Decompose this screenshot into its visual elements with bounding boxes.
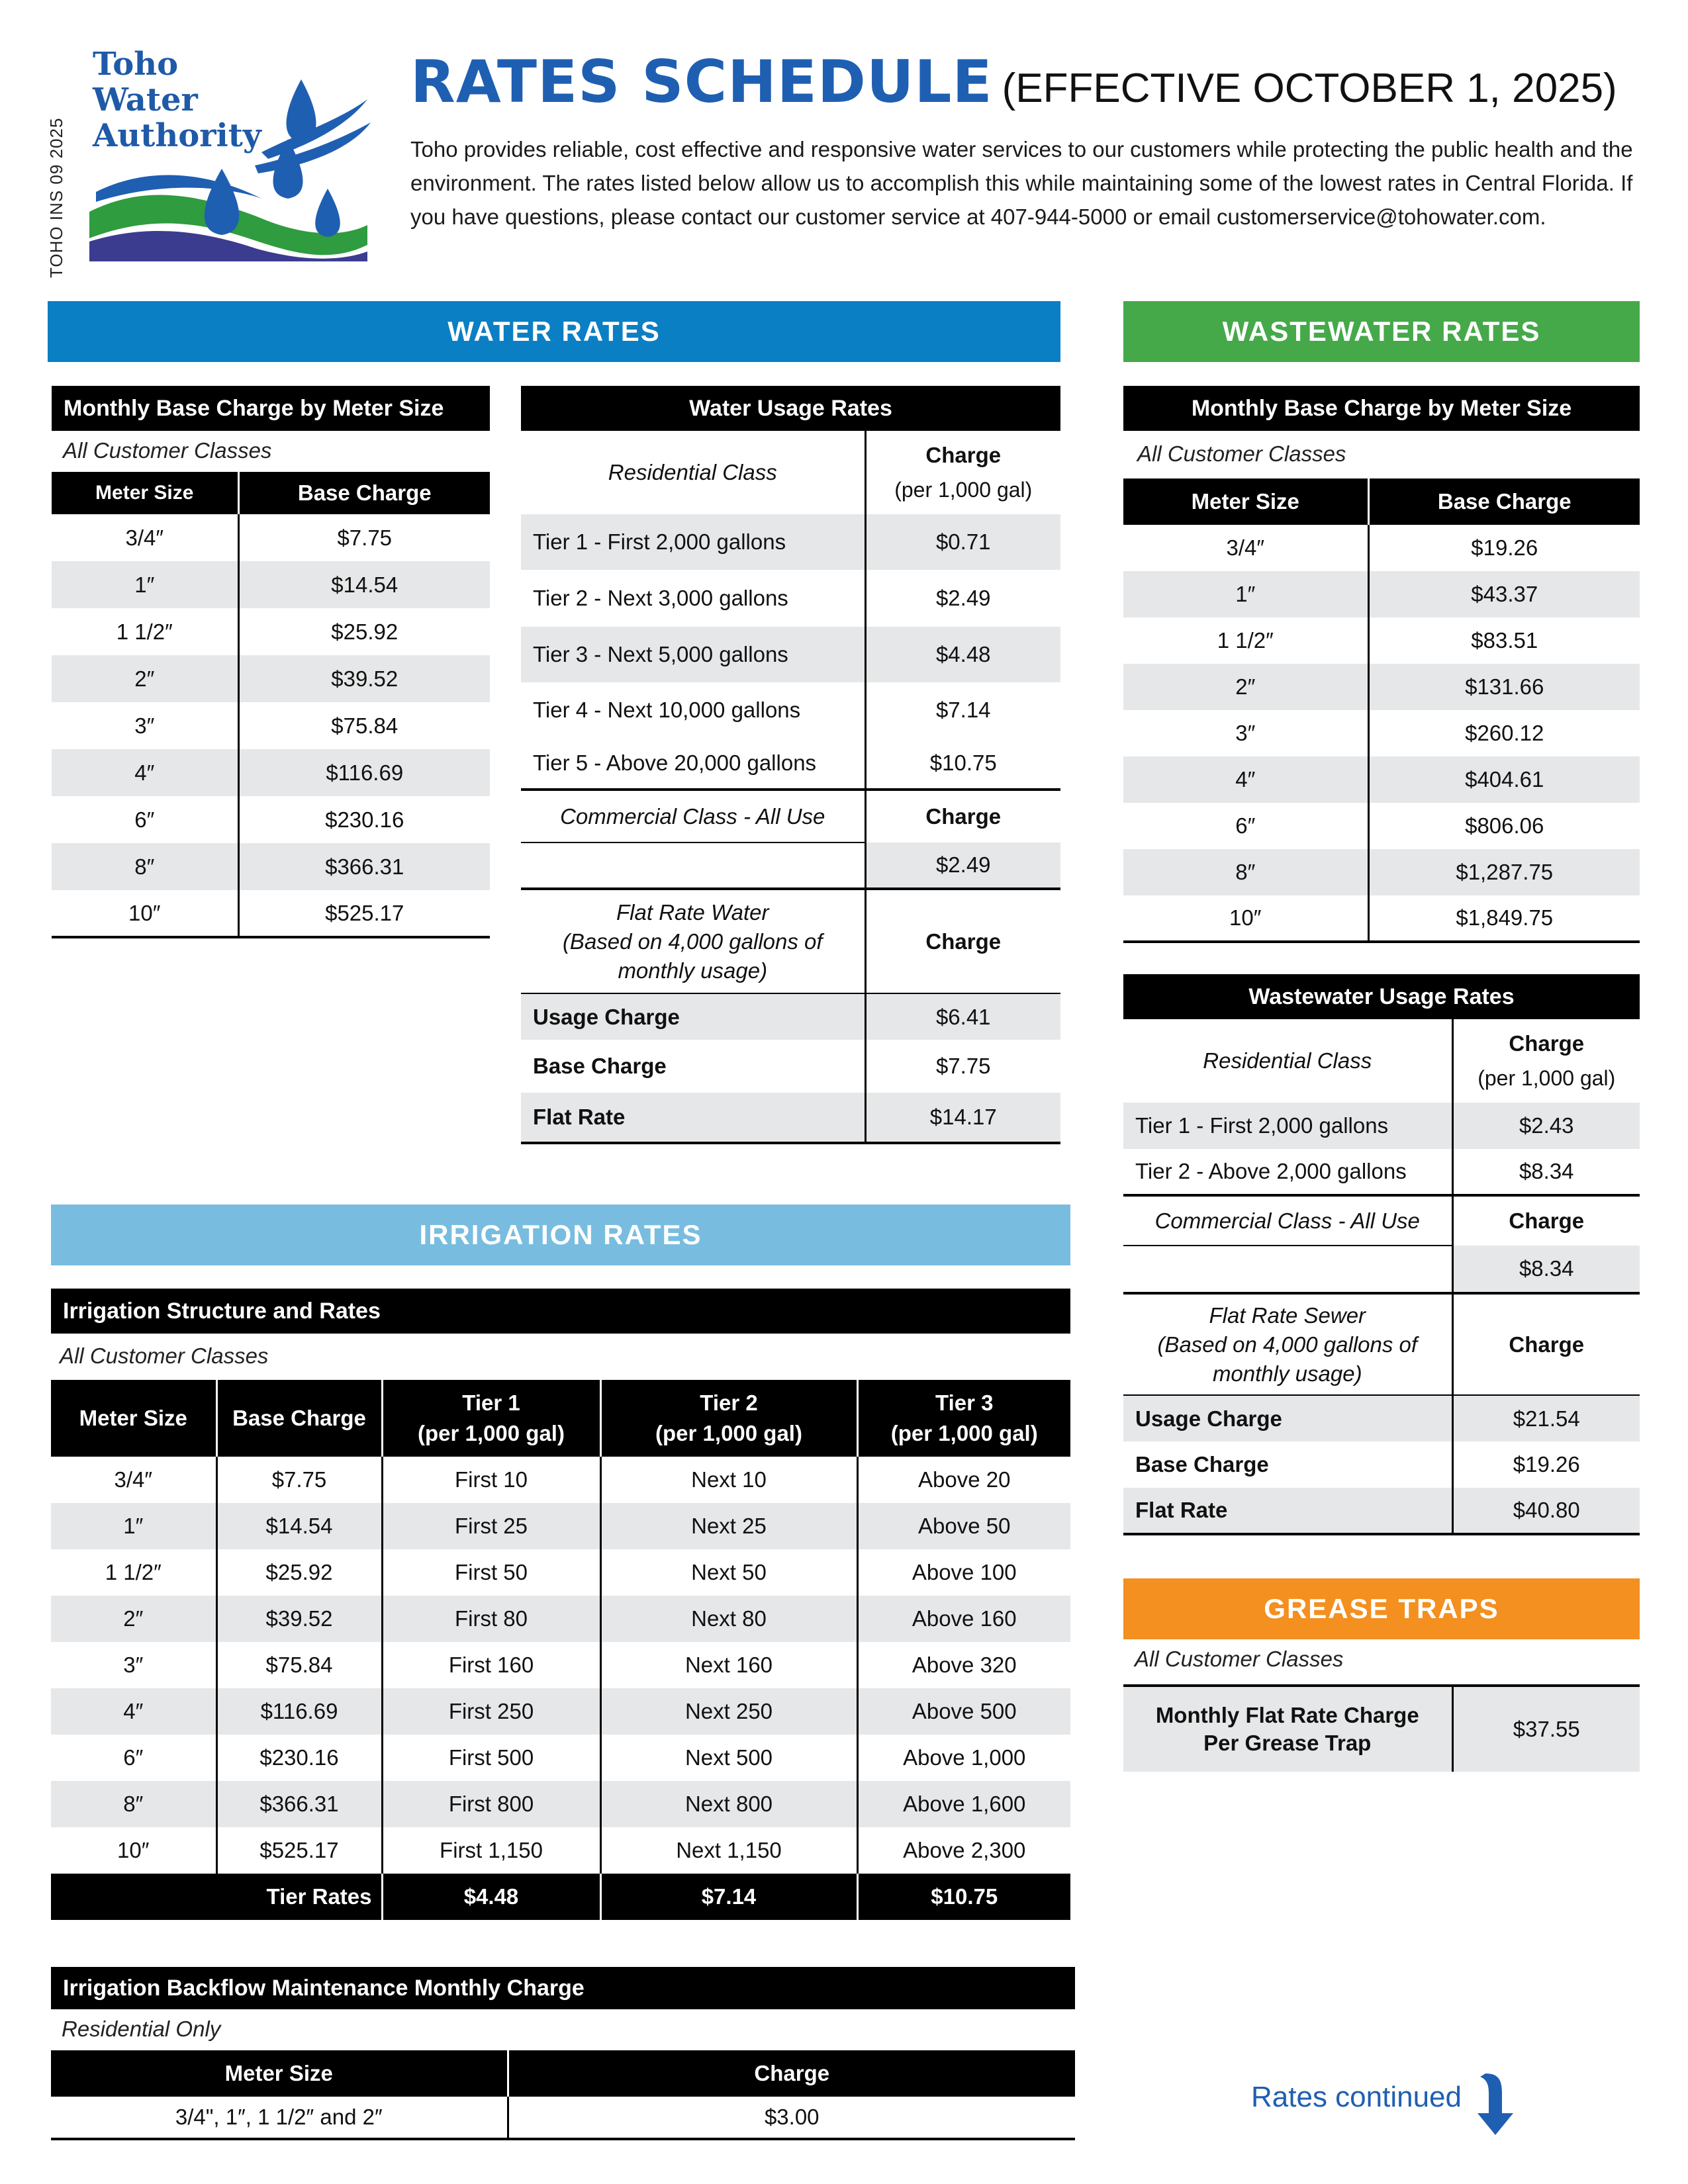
table-row — [521, 570, 1060, 627]
tier-charge: $0.71 — [865, 514, 1060, 570]
table-row — [521, 1040, 1060, 1093]
tier1-cell: First 80 — [382, 1596, 600, 1642]
base-charge-cell: $83.51 — [1471, 628, 1538, 653]
tier2-cell: Next 160 — [600, 1642, 857, 1688]
meter-size-cell: 3/4″ — [52, 514, 238, 561]
base-charge-cell: $7.75 — [216, 1457, 382, 1503]
table-row — [52, 608, 490, 655]
charge-unit: (per 1,000 gal) — [1477, 1066, 1616, 1090]
meter-size-cell: 3/4″ — [1123, 525, 1368, 571]
flat-row-label: Base Charge — [1123, 1441, 1452, 1488]
tier1-cell: First 160 — [382, 1642, 600, 1688]
commercial-charge-label: Charge — [865, 790, 1060, 842]
col-tier-1 — [382, 1380, 600, 1457]
flat-rate-water-label — [521, 889, 865, 993]
commercial-empty-cell — [521, 842, 865, 889]
wastewater-base-charge-title: Monthly Base Charge by Meter Size — [1123, 386, 1640, 431]
water-usage-title: Water Usage Rates — [521, 386, 1060, 431]
base-charge-cell: $230.16 — [216, 1735, 382, 1781]
tier-charge: $8.34 — [1519, 1159, 1574, 1183]
irrigation-table — [51, 1380, 1070, 1920]
meter-size-cell: 8″ — [52, 843, 238, 890]
col-charge: Charge — [508, 2050, 1075, 2097]
flat-label-line: Flat Rate Sewer — [1209, 1302, 1366, 1328]
table-row — [521, 842, 1060, 889]
rates-continued-label: Rates continued — [1251, 2081, 1462, 2113]
title-main: RATES SCHEDULE — [410, 48, 993, 116]
tier3-cell: Above 20 — [918, 1467, 1011, 1492]
tier3-cell: Above 1,600 — [857, 1781, 1070, 1827]
wastewater-usage-title: Wastewater Usage Rates — [1123, 974, 1640, 1019]
table-row — [521, 682, 1060, 738]
logo-line-authority: Authority — [93, 117, 261, 154]
table-row — [51, 1781, 1070, 1827]
meter-size-cell: 6″ — [51, 1735, 216, 1781]
meter-size-cell: 3/4″ — [51, 1457, 216, 1503]
col-base-charge: Base Charge — [1368, 478, 1640, 525]
base-charge-cell: $131.66 — [1368, 664, 1640, 710]
grease-charge-label — [1123, 1686, 1452, 1772]
base-charge-cell: $260.12 — [1465, 721, 1544, 745]
tier-label: Tier 3 - Next 5,000 gallons — [521, 627, 865, 682]
base-charge-cell: $366.31 — [216, 1781, 382, 1827]
table-row — [1123, 571, 1640, 617]
col-base-charge: Base Charge — [216, 1380, 382, 1457]
base-charge-cell: $43.37 — [1368, 571, 1640, 617]
col-meter-size: Meter Size — [1123, 478, 1368, 525]
water-base-charge-title: Monthly Base Charge by Meter Size — [52, 386, 490, 431]
commercial-charge-label: Charge — [1509, 1208, 1585, 1233]
meter-size-cell: 1 1/2″ — [1123, 617, 1368, 664]
irrigation-structure-title: Irrigation Structure and Rates — [51, 1289, 1070, 1334]
meter-size-cell: 2″ — [51, 1596, 216, 1642]
table-row — [51, 2097, 1075, 2139]
meter-size-cell: 1″ — [52, 561, 238, 608]
tier3-cell: Above 50 — [857, 1503, 1070, 1549]
tier-unit: (per 1,000 gal) — [418, 1421, 565, 1445]
table-row — [51, 1827, 1070, 1874]
residential-class-label: Residential Class — [521, 431, 865, 514]
wastewater-usage-table — [1123, 1019, 1640, 1535]
tier2-cell: Next 250 — [600, 1688, 857, 1735]
table-row — [51, 1735, 1070, 1781]
table-row — [52, 890, 490, 937]
meter-size-cell: 6″ — [52, 796, 238, 843]
residential-class-label: Residential Class — [1123, 1019, 1452, 1103]
base-charge-cell: $25.92 — [331, 619, 399, 644]
base-charge-cell: $75.84 — [331, 713, 399, 738]
base-charge-cell: $1,287.75 — [1368, 849, 1640, 895]
table-row — [1123, 895, 1640, 942]
table-row — [1123, 664, 1640, 710]
intro-paragraph: Toho provides reliable, cost effective and responsive water services to our customers while protecting the public health and the environment. The rates listed below allow us to accomplish this while maintaining some of the lowest rates in Central Florida. If you have questions, please contact our customer service at 407-944-5000 or email customerservice@tohowater.com. — [410, 137, 1633, 229]
charge-header — [865, 431, 1060, 514]
charge-header — [1452, 1019, 1640, 1103]
table-row — [52, 702, 490, 749]
tier1-cell: First 1,150 — [382, 1827, 600, 1874]
flat-row-value: $14.17 — [865, 1093, 1060, 1143]
flat-row-label: Flat Rate — [521, 1093, 865, 1143]
table-row — [1123, 525, 1640, 571]
tier1-cell: First 250 — [382, 1688, 600, 1735]
tier3-cell: Above 160 — [857, 1596, 1070, 1642]
meter-size-cell: 3″ — [1123, 710, 1368, 756]
tier-charge: $2.49 — [935, 586, 991, 610]
table-row — [1123, 1149, 1640, 1195]
base-charge-cell: $525.17 — [325, 900, 404, 925]
grease-label-line: Monthly Flat Rate Charge — [1155, 1703, 1419, 1727]
commercial-charge-value: $8.34 — [1452, 1246, 1640, 1293]
table-row — [51, 1457, 1070, 1503]
tier2-cell: Next 80 — [600, 1596, 857, 1642]
tier-charge: $2.43 — [1452, 1103, 1640, 1149]
flat-label-line: monthly usage) — [1212, 1361, 1362, 1386]
tier3-cell: Above 100 — [912, 1560, 1017, 1584]
flat-row-label: Usage Charge — [521, 993, 865, 1040]
tier2-cell: Next 1,150 — [600, 1827, 857, 1874]
col-tier-3 — [857, 1380, 1070, 1457]
tier1-cell: First 10 — [382, 1457, 600, 1503]
charge-label: Charge — [925, 443, 1002, 467]
col-meter-size: Meter Size — [52, 472, 238, 514]
table-row — [521, 1093, 1060, 1143]
base-charge-cell: $806.06 — [1465, 813, 1544, 838]
logo-line-toho: Toho — [93, 46, 179, 83]
meter-size-cell: 10″ — [1123, 895, 1368, 942]
water-usage-table — [521, 431, 1060, 1144]
base-charge-cell: $7.75 — [337, 525, 393, 550]
base-charge-cell: $14.54 — [238, 561, 490, 608]
wastewater-base-charge-table — [1123, 478, 1640, 943]
table-row — [51, 1642, 1070, 1688]
meter-size-cell: 3″ — [51, 1642, 216, 1688]
tier2-rate: $7.14 — [600, 1874, 857, 1920]
tier2-cell: Next 10 — [600, 1457, 857, 1503]
tier2-cell: Next 500 — [600, 1735, 857, 1781]
base-charge-cell: $75.84 — [216, 1642, 382, 1688]
tier-label: Tier 2 - Next 3,000 gallons — [521, 570, 865, 627]
meter-size-cell: 8″ — [1123, 849, 1368, 895]
table-row — [51, 1688, 1070, 1735]
flat-label-line: Flat Rate Water — [616, 899, 769, 925]
table-row — [52, 514, 490, 561]
wastewater-rates-banner: WASTEWATER RATES — [1123, 301, 1640, 362]
table-row — [1123, 1395, 1640, 1441]
col-meter-size: Meter Size — [51, 1380, 216, 1457]
grease-caption: All Customer Classes — [1135, 1647, 1344, 1671]
flat-charge-label: Charge — [925, 929, 1002, 954]
water-base-charge-table — [52, 472, 490, 938]
col-base-charge: Base Charge — [238, 472, 490, 514]
commercial-empty-cell — [1123, 1246, 1452, 1293]
base-charge-cell: $39.52 — [216, 1596, 382, 1642]
base-charge-cell: $525.17 — [216, 1827, 382, 1874]
grease-trap-table — [1123, 1684, 1640, 1772]
table-row — [521, 627, 1060, 682]
table-row — [1123, 1441, 1640, 1488]
backflow-meter-sizes: 3/4", 1″, 1 1/2″ and 2″ — [51, 2097, 508, 2139]
base-charge-cell: $25.92 — [216, 1549, 382, 1596]
tier3-cell: Above 320 — [912, 1653, 1017, 1677]
water-base-caption: All Customer Classes — [63, 438, 272, 463]
grease-charge-value: $37.55 — [1452, 1686, 1640, 1772]
table-row — [52, 561, 490, 608]
table-row — [521, 514, 1060, 570]
table-row — [1123, 710, 1640, 756]
title-effective-date: (EFFECTIVE OCTOBER 1, 2025) — [1002, 66, 1617, 111]
table-row — [1123, 617, 1640, 664]
logo-water-drops-icon — [89, 66, 381, 265]
meter-size-cell: 4″ — [52, 749, 238, 796]
irrigation-caption: All Customer Classes — [60, 1343, 269, 1368]
tier-label: Tier 1 - First 2,000 gallons — [1123, 1103, 1452, 1149]
base-charge-cell: $14.54 — [216, 1503, 382, 1549]
tier-charge: $7.14 — [935, 698, 991, 722]
flat-label-line: (Based on 4,000 gallons of — [1157, 1332, 1418, 1357]
meter-size-cell: 1″ — [51, 1503, 216, 1549]
tier3-cell: Above 500 — [857, 1688, 1070, 1735]
tier2-cell: Next 50 — [600, 1549, 857, 1596]
flat-label-line: monthly usage) — [618, 958, 768, 983]
tier-rates-row — [51, 1874, 1070, 1920]
base-charge-cell: $1,849.75 — [1456, 905, 1554, 930]
table-row — [51, 1549, 1070, 1596]
base-charge-cell: $230.16 — [325, 807, 404, 832]
meter-size-cell: 2″ — [1123, 664, 1368, 710]
flat-row-value: $40.80 — [1452, 1488, 1640, 1534]
table-row — [1123, 1103, 1640, 1149]
table-row — [1123, 803, 1640, 849]
table-row — [51, 1503, 1070, 1549]
tier3-rate: $10.75 — [857, 1874, 1070, 1920]
meter-size-cell: 1″ — [1123, 571, 1368, 617]
meter-size-cell: 1 1/2″ — [52, 608, 238, 655]
tier1-rate: $4.48 — [382, 1874, 600, 1920]
charge-unit: (per 1,000 gal) — [894, 478, 1033, 502]
tier-unit: (per 1,000 gal) — [655, 1421, 802, 1445]
base-charge-cell: $19.26 — [1471, 535, 1538, 560]
table-row — [52, 749, 490, 796]
table-row — [1123, 756, 1640, 803]
table-row — [52, 843, 490, 890]
flat-row-label: Base Charge — [521, 1040, 865, 1093]
meter-size-cell: 3″ — [52, 702, 238, 749]
arrow-down-icon — [1472, 2070, 1519, 2136]
page-title — [410, 48, 1617, 116]
tier-name: Tier 3 — [935, 1390, 994, 1415]
base-charge-cell: $404.61 — [1368, 756, 1640, 803]
flat-row-label: Flat Rate — [1123, 1488, 1452, 1534]
meter-size-cell: 10″ — [52, 890, 238, 937]
flat-row-value: $21.54 — [1452, 1395, 1640, 1441]
commercial-charge-value: $2.49 — [865, 842, 1060, 889]
backflow-title: Irrigation Backflow Maintenance Monthly Charge — [51, 1967, 1075, 2009]
flat-charge-label: Charge — [1509, 1332, 1585, 1357]
tier2-cell: Next 25 — [600, 1503, 857, 1549]
table-row — [51, 1596, 1070, 1642]
table-row — [1123, 849, 1640, 895]
col-tier-2 — [600, 1380, 857, 1457]
table-row — [1123, 1246, 1640, 1293]
tier-label: Tier 4 - Next 10,000 gallons — [521, 682, 865, 738]
charge-label: Charge — [1509, 1031, 1585, 1056]
tier-charge: $10.75 — [929, 751, 997, 775]
commercial-class-label: Commercial Class - All Use — [521, 790, 865, 842]
col-meter-size: Meter Size — [51, 2050, 508, 2097]
table-row — [52, 655, 490, 702]
tier3-cell: Above 2,300 — [903, 1838, 1026, 1862]
flat-label-line: (Based on 4,000 gallons of — [562, 929, 823, 954]
table-row — [52, 796, 490, 843]
table-row — [1123, 1488, 1640, 1534]
tier-label: Tier 2 - Above 2,000 gallons — [1123, 1149, 1452, 1195]
meter-size-cell: 10″ — [51, 1827, 216, 1874]
meter-size-cell: 1 1/2″ — [51, 1549, 216, 1596]
meter-size-cell: 8″ — [51, 1781, 216, 1827]
meter-size-cell: 4″ — [1123, 756, 1368, 803]
tier-unit: (per 1,000 gal) — [890, 1421, 1038, 1445]
tier-rates-label: Tier Rates — [51, 1874, 382, 1920]
tier3-cell: Above 1,000 — [903, 1745, 1026, 1770]
tier-label: Tier 1 - First 2,000 gallons — [521, 514, 865, 570]
grease-label-line: Per Grease Trap — [1203, 1731, 1372, 1755]
wastewater-base-caption: All Customer Classes — [1137, 441, 1346, 466]
backflow-charge: $3.00 — [764, 2105, 820, 2129]
logo-line-water: Water — [93, 81, 198, 118]
flat-row-value: $19.26 — [1513, 1452, 1580, 1477]
flat-row-value: $7.75 — [935, 1054, 991, 1078]
grease-traps-banner: GREASE TRAPS — [1123, 1578, 1640, 1639]
tier1-cell: First 25 — [382, 1503, 600, 1549]
tier-label: Tier 5 - Above 20,000 gallons — [521, 738, 865, 790]
base-charge-cell: $116.69 — [216, 1688, 382, 1735]
document-code: TOHO INS 09 2025 — [46, 117, 66, 278]
tier-name: Tier 1 — [462, 1390, 520, 1415]
irrigation-rates-banner: IRRIGATION RATES — [51, 1205, 1070, 1265]
backflow-caption: Residential Only — [62, 2017, 221, 2041]
table-row — [521, 993, 1060, 1040]
meter-size-cell: 6″ — [1123, 803, 1368, 849]
base-charge-cell: $39.52 — [238, 655, 490, 702]
meter-size-cell: 2″ — [52, 655, 238, 702]
table-row — [521, 738, 1060, 790]
flat-row-label: Usage Charge — [1123, 1395, 1452, 1441]
backflow-table — [51, 2050, 1075, 2140]
tier-charge: $4.48 — [865, 627, 1060, 682]
rates-continued-link[interactable] — [1251, 2070, 1519, 2136]
base-charge-cell: $116.69 — [238, 749, 490, 796]
tier2-cell: Next 800 — [600, 1781, 857, 1827]
tier1-cell: First 800 — [382, 1781, 600, 1827]
tier1-cell: First 50 — [382, 1549, 600, 1596]
commercial-class-label: Commercial Class - All Use — [1123, 1195, 1452, 1246]
tier1-cell: First 500 — [382, 1735, 600, 1781]
base-charge-cell: $366.31 — [238, 843, 490, 890]
water-rates-banner: WATER RATES — [48, 301, 1060, 362]
flat-row-value: $6.41 — [865, 993, 1060, 1040]
flat-rate-sewer-label — [1123, 1293, 1452, 1395]
table-row — [1123, 1686, 1640, 1772]
meter-size-cell: 4″ — [51, 1688, 216, 1735]
tier-name: Tier 2 — [700, 1390, 758, 1415]
